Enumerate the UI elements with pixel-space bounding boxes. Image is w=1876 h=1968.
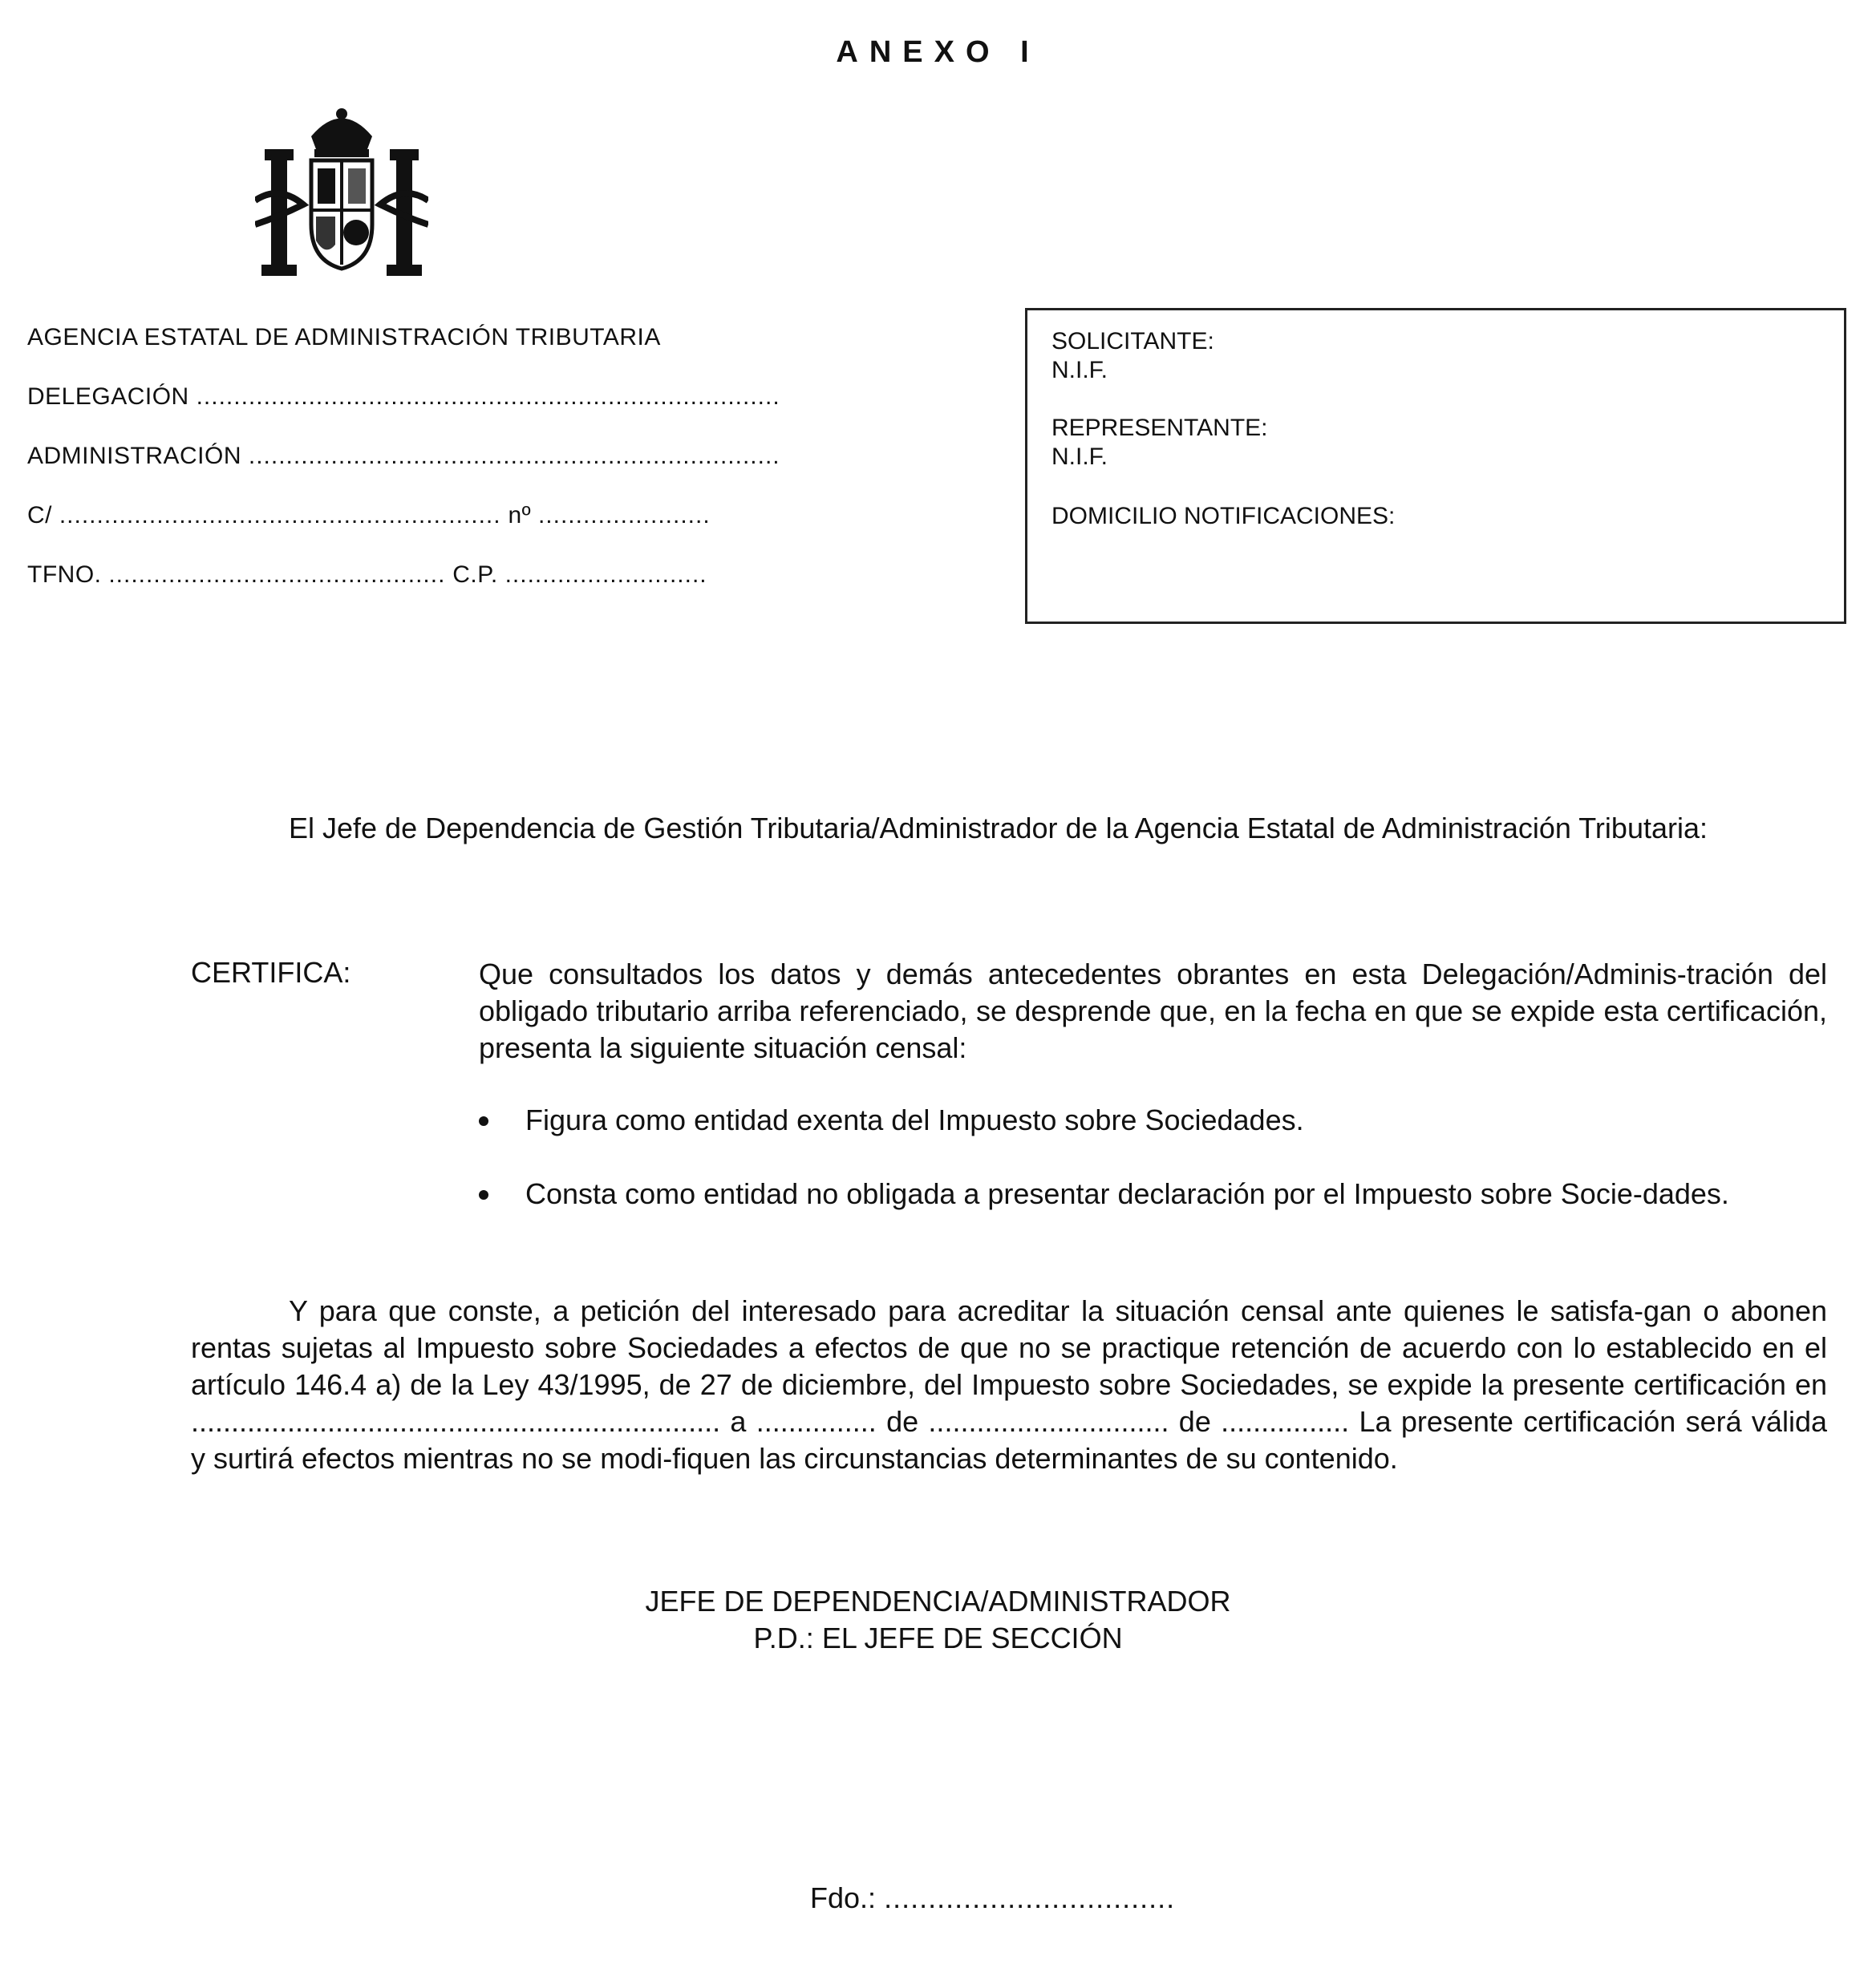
administracion-label: ADMINISTRACIÓN xyxy=(27,443,242,469)
coat-of-arms-icon xyxy=(255,104,428,281)
signatory-title: JEFE DE DEPENDENCIA/ADMINISTRADOR xyxy=(645,1585,1231,1618)
page-title: ANEXO I xyxy=(836,35,1040,69)
bullet-icon xyxy=(479,1190,488,1200)
numero-dots: ....................... xyxy=(537,502,711,528)
representante-nif-label: N.I.F. xyxy=(1051,443,1108,470)
signatory-delegation: P.D.: EL JEFE DE SECCIÓN xyxy=(753,1622,1123,1654)
list-item-text: Figura como entidad exenta del Impuesto sobre Sociedades. xyxy=(525,1103,1304,1136)
certifica-label: CERTIFICA: xyxy=(191,956,351,989)
agency-name: AGENCIA ESTATAL DE ADMINISTRACIÓN TRIBUTARIA xyxy=(27,324,661,350)
calle-label: C/ xyxy=(27,502,52,528)
closing-paragraph: Y para que conste, a petición del interesado para acreditar la situación censal ante quienes le satisfa-gan o abonen rentas sujetas al Impuesto sobre Sociedades a efectos de que no se practique retención de acuerdo con lo establecido en el artículo 146.4 a) de la Ley 43/1995, de 27 de diciembre, del Impuesto sobre Sociedades, se expide la presente certificación en .................................................................. a ............... de .............................. de ................ La presente certificación será válida y surtirá efectos mientras no se modi-fiquen las circunstancias determinantes de su contenido. xyxy=(191,1294,1827,1475)
fdo-dots: ................................. xyxy=(884,1881,1176,1914)
domicilio-label: DOMICILIO NOTIFICACIONES: xyxy=(1051,503,1396,529)
numero-label: nº xyxy=(508,502,532,528)
phone-postal-field xyxy=(27,561,707,589)
calle-dots: ........................................................... xyxy=(59,502,501,528)
solicitante-label: SOLICITANTE: xyxy=(1051,328,1214,354)
fdo-label: Fdo.: xyxy=(810,1881,877,1914)
cp-dots: ........................... xyxy=(504,561,707,588)
list-item-text: Consta como entidad no obligada a presentar declaración por el Impuesto sobre Socie-dades. xyxy=(525,1177,1729,1210)
telefono-label: TFNO. xyxy=(27,561,102,588)
applicant-box xyxy=(1025,308,1846,624)
delegacion-field xyxy=(27,383,780,411)
certifica-text: Que consultados los datos y demás antecedentes obrantes en esta Delegación/Adminis-tración del obligado tributario arriba referenciado, se desprende que, en la fecha en que se expide esta certificación, presenta la siguiente situación censal: xyxy=(479,958,1827,1064)
list-item xyxy=(479,1102,1827,1139)
delegacion-label: DELEGACIÓN xyxy=(27,383,189,410)
list-item xyxy=(479,1176,1827,1249)
cp-label: C.P. xyxy=(452,561,498,588)
delegacion-dots: .............................................................................. xyxy=(196,383,780,410)
bullet-icon xyxy=(479,1116,488,1126)
representante-label: REPRESENTANTE: xyxy=(1051,415,1268,441)
intro-paragraph: El Jefe de Dependencia de Gestión Tributaria/Administrador de la Agencia Estatal de Administración Tributaria: xyxy=(289,812,1708,844)
address-field xyxy=(27,502,711,529)
solicitante-nif-label: N.I.F. xyxy=(1051,357,1108,383)
signature-line xyxy=(810,1881,1175,1915)
telefono-dots: ............................................. xyxy=(108,561,446,588)
administracion-field xyxy=(27,443,780,470)
administracion-dots: ....................................................................... xyxy=(248,443,780,469)
